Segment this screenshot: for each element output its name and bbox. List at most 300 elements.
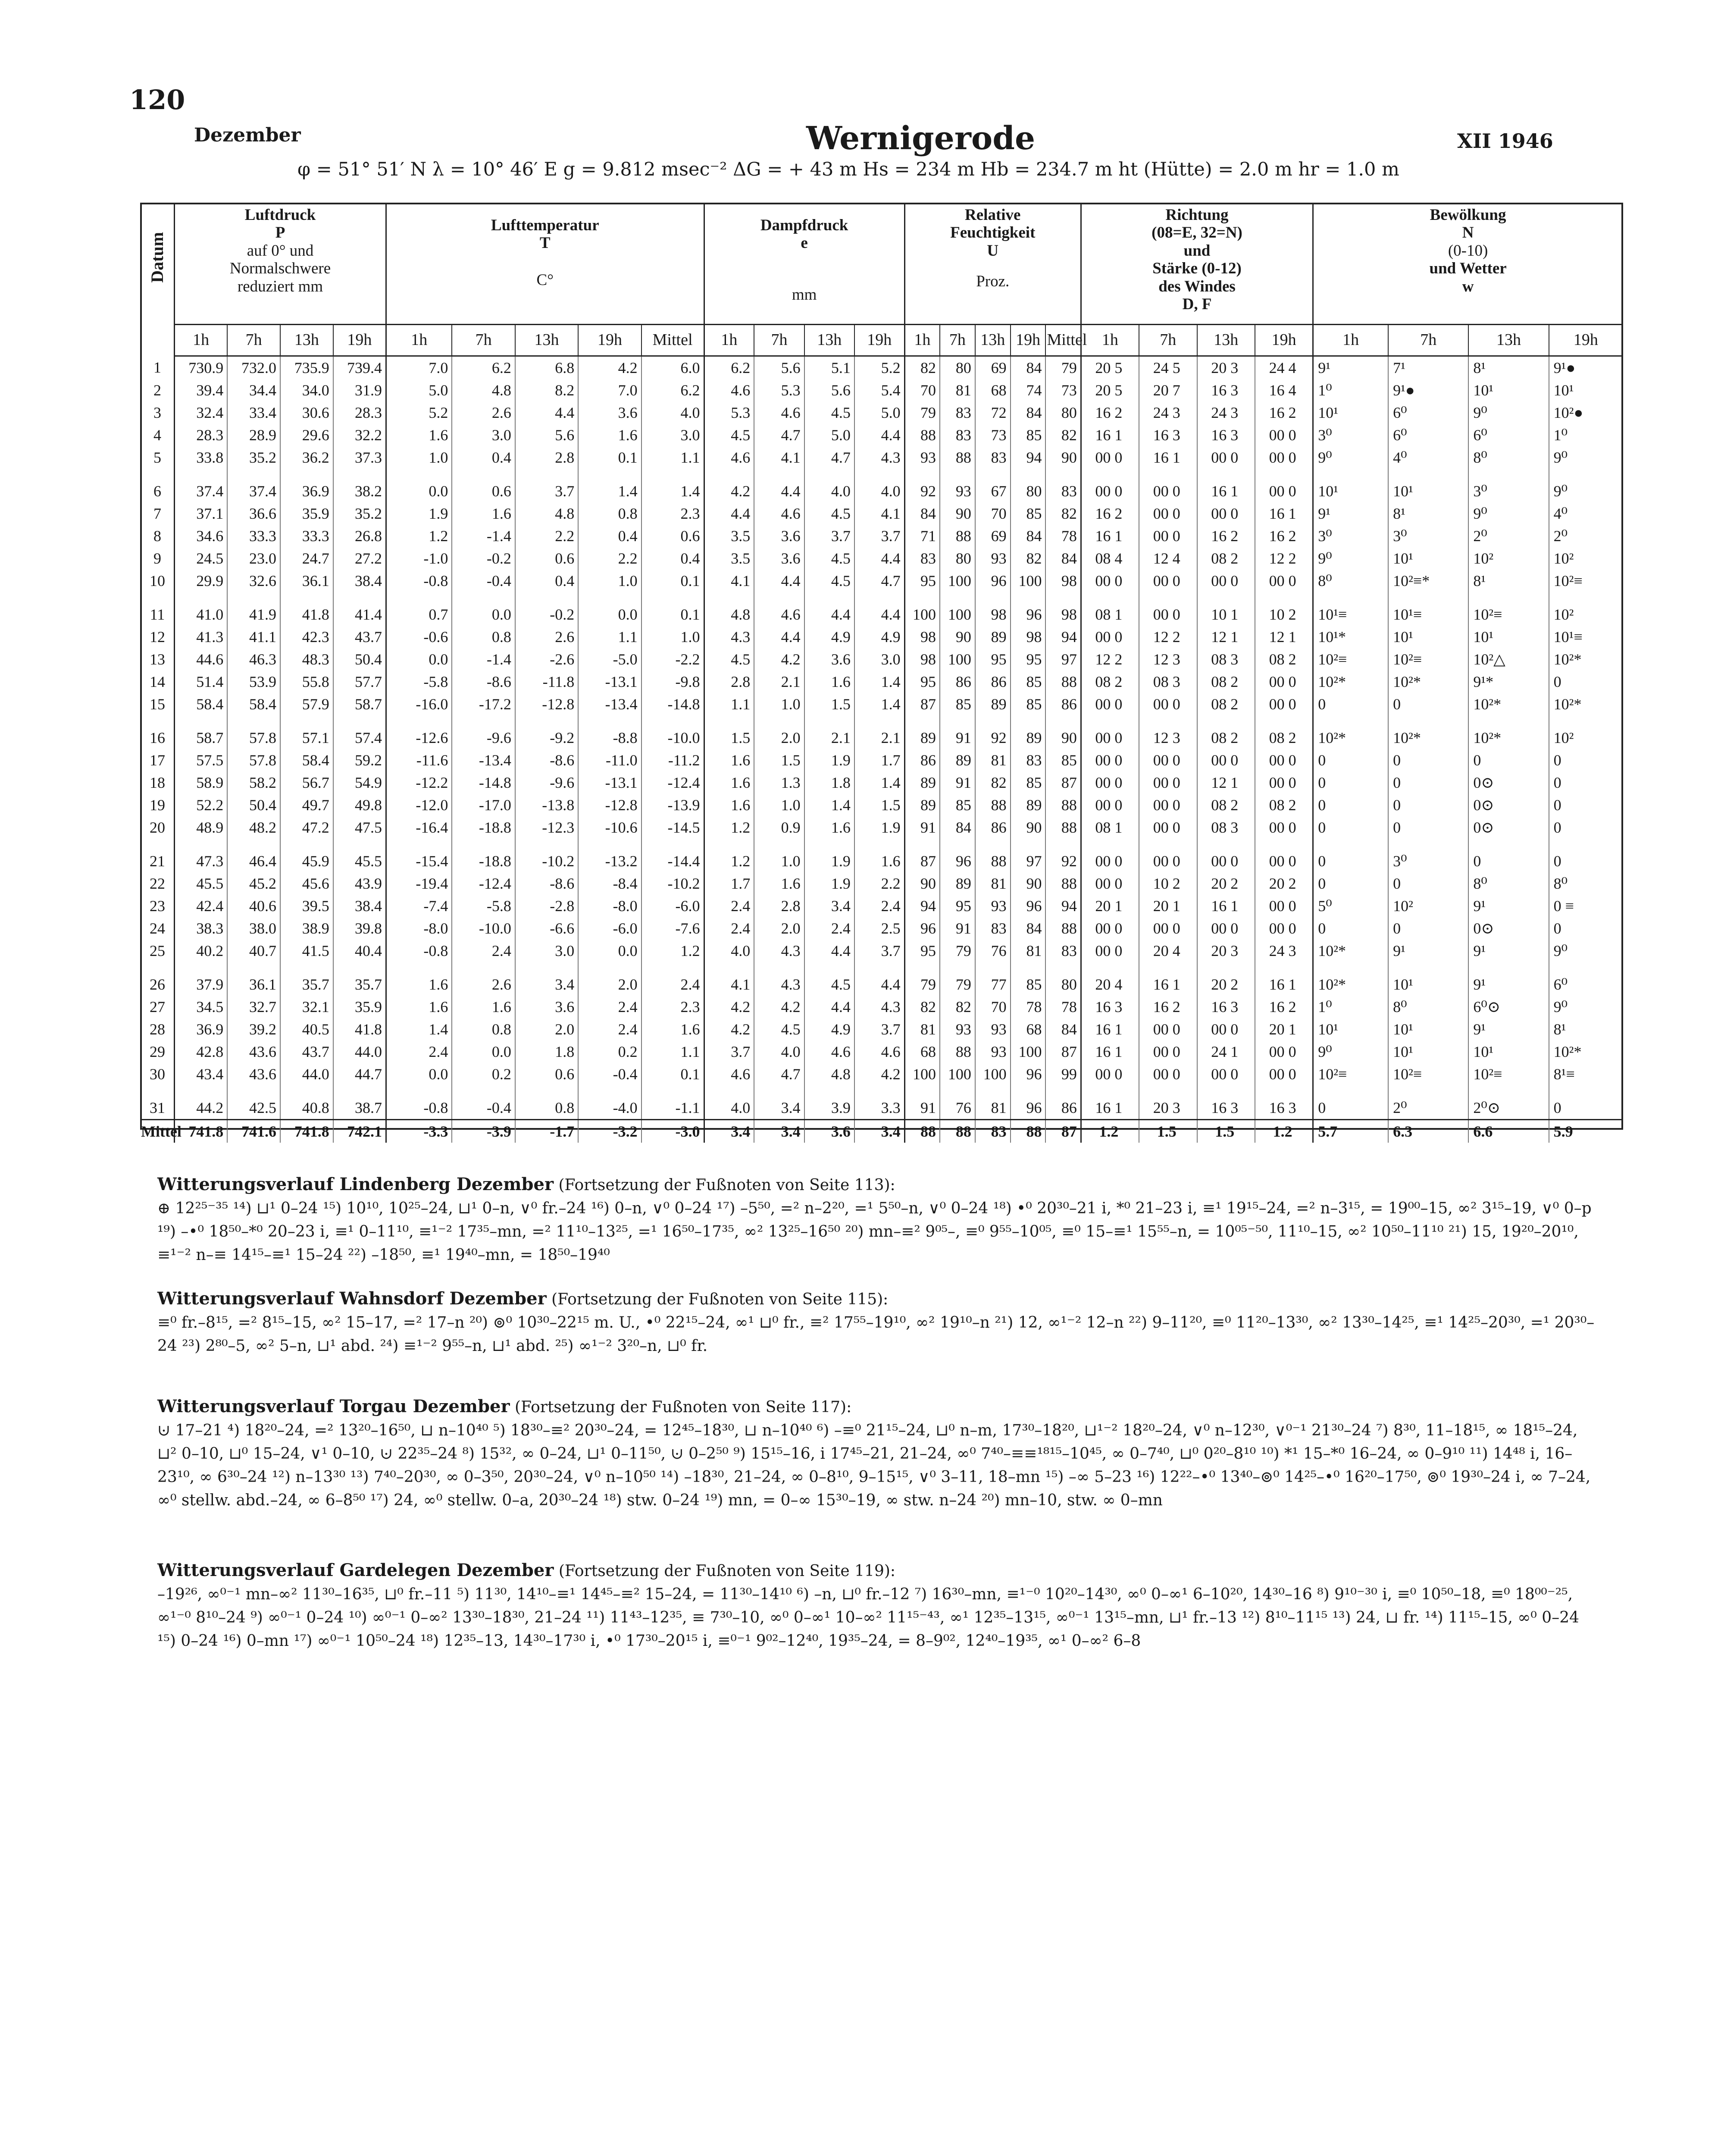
cell-n: 0	[1553, 796, 1561, 814]
cell-u: 95	[940, 895, 975, 917]
cell-n: 3⁰	[1388, 839, 1468, 872]
cell-u: 86	[904, 749, 940, 771]
cell-p: 40.4	[333, 940, 386, 962]
header-datum: Datum	[141, 204, 175, 356]
cell-n: 10¹	[1388, 1040, 1468, 1063]
cell-p: 32.7	[227, 996, 280, 1018]
cell-u: 85	[1011, 424, 1046, 446]
cell-u: 100	[940, 648, 975, 671]
cell-u: 100	[904, 1063, 940, 1085]
cell-d: 00 0	[1139, 693, 1197, 715]
cell-e: 4.2	[704, 1018, 754, 1040]
cell-t: 6.0	[641, 356, 704, 379]
cell-t: 0.0	[386, 1063, 452, 1085]
cell-n: 0	[1388, 771, 1468, 794]
cell-u: 70	[904, 379, 940, 401]
cell-t: 0.4	[578, 525, 641, 547]
cell-d: 00 0	[1197, 570, 1255, 592]
table-row	[141, 940, 1622, 962]
cell-t: -5.0	[578, 648, 641, 671]
cell-p: 39.4	[175, 379, 228, 401]
cell-u: 77	[975, 962, 1011, 996]
section-subtitle: (Fortsetzung der Fußnoten von Seite 115):	[551, 1291, 889, 1308]
cell-u: 81	[1011, 940, 1046, 962]
cell-t: 2.0	[515, 1018, 578, 1040]
cell-d: 08 4	[1081, 547, 1139, 570]
cell-e: 2.8	[704, 671, 754, 693]
cell-d: 24 5	[1139, 356, 1197, 379]
cell-d: 08 2	[1255, 715, 1313, 749]
cell-e: 4.2	[754, 648, 804, 671]
cell-u: 87	[1045, 1040, 1081, 1063]
cell-p: 41.0	[175, 592, 228, 626]
cell-t: -11.8	[515, 671, 578, 693]
cell-p: 45.5	[333, 839, 386, 872]
cell-u: 89	[904, 794, 940, 816]
cell-u: 90	[1011, 872, 1046, 895]
day-cell: 20	[141, 816, 175, 839]
cell-n: 0 ≡	[1553, 897, 1574, 915]
cell-d: 16 1	[1197, 895, 1255, 917]
cell-d: 08 1	[1081, 592, 1139, 626]
cell-t: 1.6	[386, 996, 452, 1018]
cell-u: 95	[904, 940, 940, 962]
day-cell: 12	[141, 626, 175, 648]
cell-u: 90	[904, 872, 940, 895]
cell-p: 24.5	[175, 547, 228, 570]
cell-t: -11.2	[641, 749, 704, 771]
cell-e: 1.6	[704, 749, 754, 771]
cell-p: 28.3	[175, 424, 228, 446]
cell-e: 1.8	[804, 771, 854, 794]
cell-t: 6.2	[641, 379, 704, 401]
cell-p: 44.6	[175, 648, 228, 671]
cell-n: 3⁰	[1313, 525, 1388, 547]
cell-u: 86	[940, 671, 975, 693]
cell-t: 5.0	[386, 379, 452, 401]
subheader-row	[141, 324, 1622, 356]
cell-p: 43.4	[175, 1063, 228, 1085]
cell-d: 20 4	[1139, 940, 1197, 962]
cell-u: 98	[975, 592, 1011, 626]
cell-d: 20 5	[1081, 356, 1139, 379]
cell-u: 85	[940, 794, 975, 816]
cell-n: 0	[1313, 839, 1388, 872]
subheader-u-0: 1h	[904, 324, 940, 356]
cell-p: 47.3	[175, 839, 228, 872]
cell-p: 32.6	[227, 570, 280, 592]
period-label: XII 1946	[1457, 129, 1553, 153]
cell-d: 12 1	[1197, 626, 1255, 648]
cell-p: 35.7	[280, 962, 333, 996]
cell-d: 20 5	[1081, 379, 1139, 401]
cell-t: 4.0	[641, 401, 704, 424]
cell-e: 1.2	[704, 816, 754, 839]
cell-e: 1.6	[804, 671, 854, 693]
cell-e: 1.0	[754, 794, 804, 816]
cell-u: 89	[1011, 715, 1046, 749]
day-cell: 21	[141, 839, 175, 872]
cell-u: 91	[940, 917, 975, 940]
cell-e: 4.5	[804, 401, 854, 424]
footnote-section	[157, 1173, 1597, 1267]
cell-t: -13.1	[578, 671, 641, 693]
cell-d: 00 0	[1081, 469, 1139, 502]
cell-p: 741.8	[280, 1119, 333, 1143]
cell-u: 70	[975, 502, 1011, 525]
table-row	[141, 771, 1622, 794]
subheader-d-1: 7h	[1139, 324, 1197, 356]
cell-t: 1.6	[641, 1018, 704, 1040]
cell-p: 44.7	[333, 1063, 386, 1085]
cell-d: 00 0	[1081, 749, 1139, 771]
table-row	[141, 794, 1622, 816]
cell-p: 58.9	[175, 771, 228, 794]
cell-n: 10²●	[1553, 404, 1583, 421]
cell-n: 10¹≡	[1388, 592, 1468, 626]
cell-e: 3.9	[804, 1085, 854, 1120]
subheader-u-4: Mittel	[1045, 324, 1081, 356]
cell-t: -6.0	[578, 917, 641, 940]
cell-u: 83	[1045, 469, 1081, 502]
cell-d: 00 0	[1197, 839, 1255, 872]
header-lufttemperatur: Lufttemperatur T C°	[386, 204, 704, 324]
cell-e: 4.7	[854, 570, 904, 592]
cell-u: 96	[975, 570, 1011, 592]
cell-u: 88	[1011, 1119, 1046, 1143]
cell-t: -5.8	[452, 895, 515, 917]
cell-d: 08 2	[1197, 671, 1255, 693]
cell-e: 4.0	[704, 1085, 754, 1120]
cell-n: 10²*	[1468, 715, 1549, 749]
cell-e: 2.1	[804, 715, 854, 749]
cell-p: 43.6	[227, 1040, 280, 1063]
cell-u: 93	[975, 547, 1011, 570]
cell-n: 10²≡	[1388, 648, 1468, 671]
cell-p: 46.3	[227, 648, 280, 671]
cell-d: 16 1	[1081, 424, 1139, 446]
cell-u: 84	[1011, 401, 1046, 424]
cell-u: 70	[975, 996, 1011, 1018]
section-subtitle: (Fortsetzung der Fußnoten von Seite 119):	[558, 1562, 896, 1580]
cell-t: -19.4	[386, 872, 452, 895]
cell-u: 92	[1045, 839, 1081, 872]
cell-d: 00 0	[1139, 570, 1197, 592]
cell-u: 91	[940, 771, 975, 794]
cell-e: 3.7	[854, 1018, 904, 1040]
cell-e: 4.4	[804, 996, 854, 1018]
cell-n: 0	[1468, 839, 1549, 872]
subheader-u-2: 13h	[975, 324, 1011, 356]
cell-p: 50.4	[333, 648, 386, 671]
cell-p: 34.6	[175, 525, 228, 547]
cell-n: 8¹	[1388, 502, 1468, 525]
cell-u: 89	[904, 771, 940, 794]
cell-t: 0.4	[515, 570, 578, 592]
cell-d: 08 2	[1197, 547, 1255, 570]
header-luftdruck: Luftdruck P auf 0° und Normalschwere reduziert mm	[175, 204, 386, 324]
cell-t: 6.2	[452, 356, 515, 379]
cell-e: 3.4	[754, 1085, 804, 1120]
cell-e: 4.5	[704, 424, 754, 446]
cell-n: 0⊙	[1468, 917, 1549, 940]
cell-t: 4.8	[452, 379, 515, 401]
section-title: Witterungsverlauf Lindenberg Dezember	[157, 1174, 554, 1194]
cell-d: 12 1	[1255, 626, 1313, 648]
cell-n: 10¹	[1313, 401, 1388, 424]
cell-u: 73	[975, 424, 1011, 446]
cell-e: 3.7	[854, 940, 904, 962]
cell-n: 10²	[1553, 605, 1574, 623]
cell-u: 88	[1045, 917, 1081, 940]
cell-d: 20 4	[1081, 962, 1139, 996]
cell-n: 0	[1313, 693, 1388, 715]
cell-e: 4.4	[854, 547, 904, 570]
section-title: Witterungsverlauf Wahnsdorf Dezember	[157, 1288, 547, 1309]
cell-u: 94	[1011, 446, 1046, 469]
cell-u: 78	[1045, 525, 1081, 547]
cell-u: 90	[1045, 715, 1081, 749]
cell-e: 4.0	[854, 469, 904, 502]
cell-u: 67	[975, 469, 1011, 502]
cell-t: 3.0	[641, 424, 704, 446]
cell-p: 43.9	[333, 872, 386, 895]
cell-u: 68	[975, 379, 1011, 401]
cell-e: 4.6	[754, 502, 804, 525]
cell-p: 36.1	[280, 570, 333, 592]
cell-t: -2.6	[515, 648, 578, 671]
cell-n: 10²≡	[1388, 1063, 1468, 1085]
cell-t: -0.8	[386, 1085, 452, 1120]
cell-t: 1.2	[641, 940, 704, 962]
cell-p: 41.9	[227, 592, 280, 626]
cell-p: 34.4	[227, 379, 280, 401]
cell-e: 1.9	[804, 839, 854, 872]
cell-t: -8.0	[386, 917, 452, 940]
cell-d: 00 0	[1255, 917, 1313, 940]
cell-u: 86	[1045, 1085, 1081, 1120]
cell-d: 24 3	[1139, 401, 1197, 424]
cell-p: 35.2	[333, 502, 386, 525]
cell-t: -13.2	[578, 839, 641, 872]
cell-d: 08 2	[1197, 715, 1255, 749]
cell-d: 16 1	[1139, 446, 1197, 469]
cell-e: 1.4	[854, 671, 904, 693]
cell-p: 55.8	[280, 671, 333, 693]
cell-n: 0	[1388, 693, 1468, 715]
table-row	[141, 895, 1622, 917]
cell-d: 1.2	[1081, 1119, 1139, 1143]
cell-p: 33.4	[227, 401, 280, 424]
subheader-d-0: 1h	[1081, 324, 1139, 356]
cell-n: 10¹	[1468, 379, 1549, 401]
cell-e: 2.2	[854, 872, 904, 895]
cell-t: -0.6	[386, 626, 452, 648]
table-row	[141, 424, 1622, 446]
cell-u: 78	[1045, 996, 1081, 1018]
cell-d: 20 2	[1197, 962, 1255, 996]
cell-u: 86	[1045, 693, 1081, 715]
cell-n: 9⁰	[1553, 998, 1568, 1015]
cell-p: 42.3	[280, 626, 333, 648]
cell-e: 1.7	[854, 749, 904, 771]
cell-u: 89	[975, 626, 1011, 648]
cell-u: 96	[1011, 592, 1046, 626]
cell-n: 9⁰	[1553, 482, 1568, 500]
cell-u: 93	[975, 1018, 1011, 1040]
cell-p: 35.2	[227, 446, 280, 469]
cell-n: 0	[1388, 794, 1468, 816]
cell-u: 88	[975, 839, 1011, 872]
table-row	[141, 570, 1622, 592]
cell-u: 93	[975, 895, 1011, 917]
cell-d: 00 0	[1197, 1018, 1255, 1040]
day-cell: 6	[141, 469, 175, 502]
table-row	[141, 816, 1622, 839]
cell-p: 36.2	[280, 446, 333, 469]
cell-t: 1.6	[578, 424, 641, 446]
cell-t: -14.4	[641, 839, 704, 872]
cell-u: 98	[904, 626, 940, 648]
table-row	[141, 962, 1622, 996]
cell-e: 2.8	[754, 895, 804, 917]
cell-d: 00 0	[1081, 715, 1139, 749]
cell-t: 2.2	[578, 547, 641, 570]
cell-t: 3.0	[452, 424, 515, 446]
cell-n: 9¹	[1313, 356, 1388, 379]
section-subtitle: (Fortsetzung der Fußnoten von Seite 113):	[558, 1176, 895, 1194]
cell-t: 1.4	[578, 469, 641, 502]
day-cell: 27	[141, 996, 175, 1018]
cell-t: -1.4	[452, 648, 515, 671]
cell-u: 84	[1045, 1018, 1081, 1040]
cell-n: 9⁰	[1313, 1040, 1388, 1063]
footnote-section	[157, 1559, 1597, 1653]
cell-d: 08 2	[1197, 794, 1255, 816]
cell-p: 38.2	[333, 469, 386, 502]
table-row	[141, 693, 1622, 715]
cell-u: 98	[1045, 570, 1081, 592]
cell-e: 1.5	[804, 693, 854, 715]
cell-d: 00 0	[1081, 839, 1139, 872]
cell-n: 10²*	[1313, 671, 1388, 693]
cell-t: -12.2	[386, 771, 452, 794]
cell-t: 4.4	[515, 401, 578, 424]
cell-e: 4.6	[704, 379, 754, 401]
day-cell: 30	[141, 1063, 175, 1085]
cell-d: 16 3	[1197, 379, 1255, 401]
cell-p: 40.8	[280, 1085, 333, 1120]
cell-e: 1.5	[704, 715, 754, 749]
cell-u: 80	[1011, 469, 1046, 502]
cell-e: 4.6	[804, 1040, 854, 1063]
table-row	[141, 1018, 1622, 1040]
table-row	[141, 872, 1622, 895]
cell-d: 24 4	[1255, 356, 1313, 379]
cell-p: 52.2	[175, 794, 228, 816]
cell-e: 1.4	[804, 794, 854, 816]
cell-d: 16 1	[1255, 962, 1313, 996]
cell-p: 29.6	[280, 424, 333, 446]
cell-n: 10¹	[1313, 1018, 1388, 1040]
cell-e: 1.6	[704, 794, 754, 816]
cell-p: 58.4	[175, 693, 228, 715]
cell-n: 5.9	[1549, 1119, 1622, 1143]
cell-n: 0	[1553, 1099, 1561, 1116]
cell-u: 84	[1011, 917, 1046, 940]
cell-n: 6⁰	[1388, 424, 1468, 446]
cell-d: 00 0	[1255, 570, 1313, 592]
cell-t: 0.7	[386, 592, 452, 626]
cell-e: 4.8	[704, 592, 754, 626]
cell-p: 741.6	[227, 1119, 280, 1143]
cell-u: 84	[1045, 547, 1081, 570]
cell-t: -12.8	[578, 794, 641, 816]
cell-p: 38.3	[175, 917, 228, 940]
cell-u: 80	[1045, 962, 1081, 996]
cell-p: 41.3	[175, 626, 228, 648]
cell-n: 2⁰	[1468, 525, 1549, 547]
cell-p: 37.3	[333, 446, 386, 469]
cell-e: 5.4	[854, 379, 904, 401]
cell-d: 16 1	[1081, 1085, 1139, 1120]
cell-u: 79	[940, 962, 975, 996]
cell-n: 10²≡*	[1388, 570, 1468, 592]
table-row	[141, 1063, 1622, 1085]
cell-t: 1.9	[386, 502, 452, 525]
cell-t: -10.0	[641, 715, 704, 749]
cell-t: 2.8	[515, 446, 578, 469]
cell-n: 8¹	[1468, 356, 1549, 379]
cell-u: 76	[975, 940, 1011, 962]
cell-e: 1.3	[754, 771, 804, 794]
cell-e: 5.0	[804, 424, 854, 446]
cell-u: 82	[904, 356, 940, 379]
cell-t: -8.0	[578, 895, 641, 917]
cell-d: 08 2	[1081, 671, 1139, 693]
cell-n: 9⁰	[1553, 942, 1568, 959]
cell-e: 4.5	[704, 648, 754, 671]
cell-t: -8.6	[515, 749, 578, 771]
cell-p: 48.3	[280, 648, 333, 671]
cell-u: 88	[904, 1119, 940, 1143]
day-cell: 7	[141, 502, 175, 525]
cell-p: 41.8	[333, 1018, 386, 1040]
cell-u: 100	[940, 1063, 975, 1085]
day-cell: 2	[141, 379, 175, 401]
cell-e: 3.4	[854, 1119, 904, 1143]
subheader-t-3: 19h	[578, 324, 641, 356]
cell-t: 0.0	[452, 592, 515, 626]
cell-u: 96	[904, 917, 940, 940]
day-cell: 9	[141, 547, 175, 570]
cell-n: 10²*	[1468, 693, 1549, 715]
day-cell: 24	[141, 917, 175, 940]
cell-p: 41.8	[280, 592, 333, 626]
cell-t: 0.2	[578, 1040, 641, 1063]
cell-n: 0	[1313, 771, 1388, 794]
subheader-p-3: 19h	[333, 324, 386, 356]
cell-u: 88	[940, 1119, 975, 1143]
cell-d: 00 0	[1081, 1063, 1139, 1085]
cell-u: 91	[940, 715, 975, 749]
cell-e: 1.4	[854, 771, 904, 794]
cell-d: 10 2	[1139, 872, 1197, 895]
cell-n: 10²*	[1553, 650, 1582, 668]
cell-u: 88	[940, 1040, 975, 1063]
cell-p: 45.5	[175, 872, 228, 895]
cell-t: -9.2	[515, 715, 578, 749]
